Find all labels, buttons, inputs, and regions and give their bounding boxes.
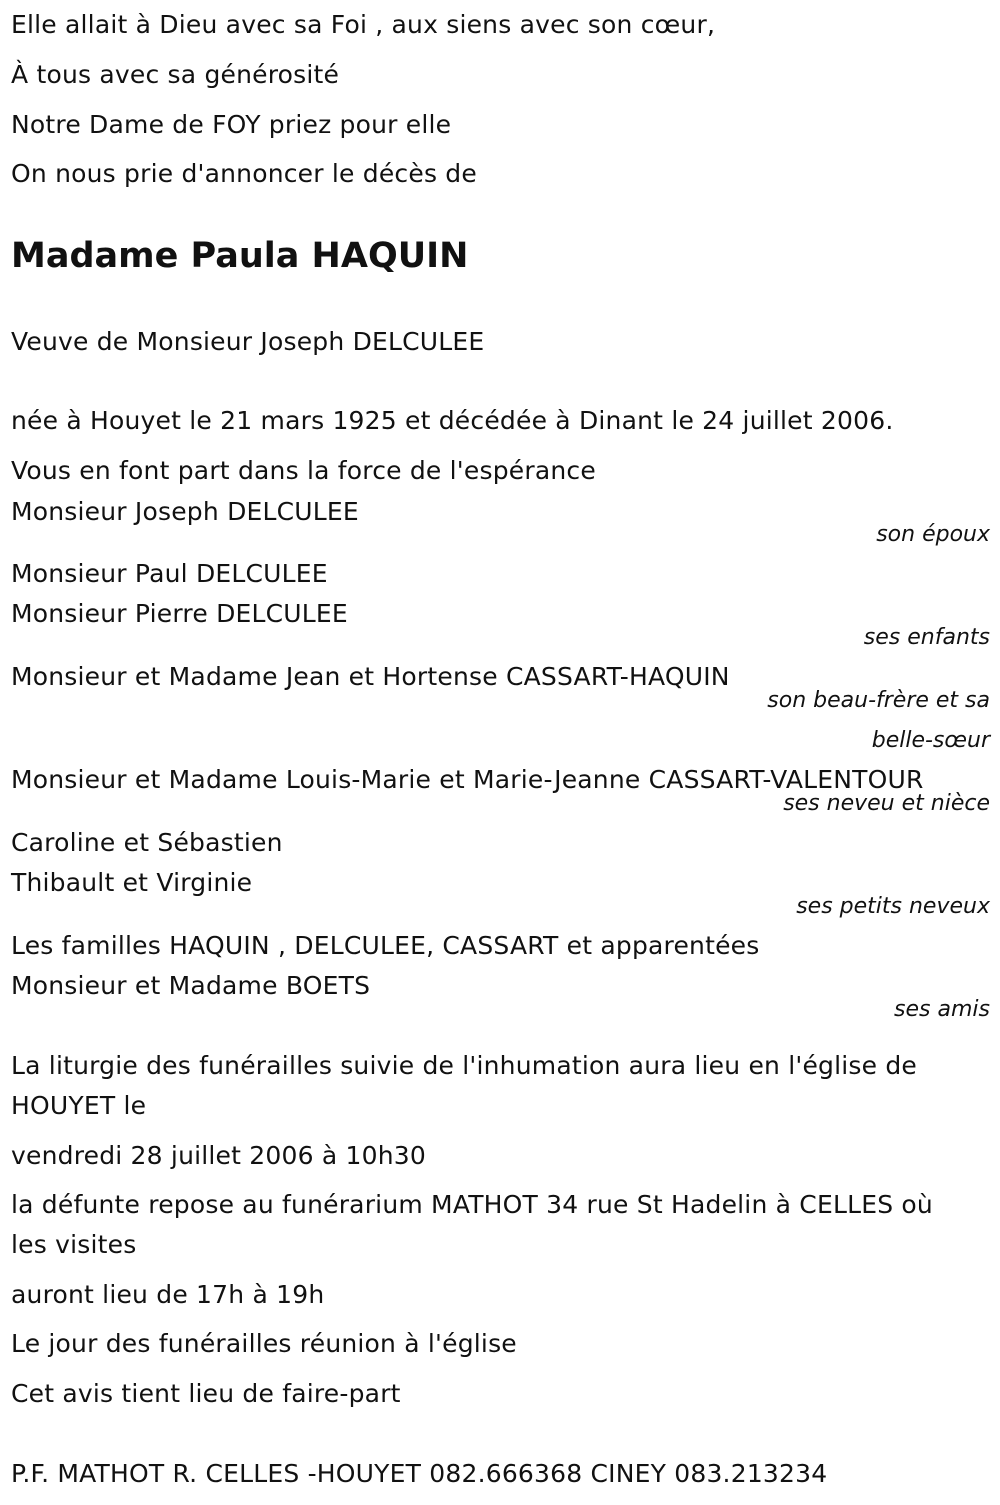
families: Les familles HAQUIN , DELCULEE, CASSART et apparentées	[11, 931, 760, 960]
liturgy-line-1: La liturgie des funérailles suivie de l'inhumation aura lieu en l'église de	[11, 1051, 917, 1080]
funeral-home-footer: P.F. MATHOT R. CELLES -HOUYET 082.666368 CINEY 083.213234	[11, 1459, 828, 1488]
intro-line-3: Notre Dame de FOY priez pour elle	[11, 110, 452, 139]
notice-line: Cet avis tient lieu de faire-part	[11, 1379, 401, 1408]
liturgy-line-2: HOUYET le	[11, 1091, 147, 1120]
nephews-relation: ses neveu et nièce	[783, 791, 990, 816]
grand-nephews-relation: ses petits neveux	[796, 894, 990, 919]
announcers-intro: Vous en font part dans la force de l'espérance	[11, 456, 596, 485]
friends: Monsieur et Madame BOETS	[11, 971, 371, 1000]
friends-relation: ses amis	[894, 997, 990, 1022]
nephews: Monsieur et Madame Louis-Marie et Marie-Jeanne CASSART-VALENTOUR	[11, 765, 924, 794]
spouse-relation: son époux	[876, 522, 990, 547]
grand-nephews-1: Caroline et Sébastien	[11, 828, 283, 857]
grand-nephews-2: Thibault et Virginie	[11, 868, 253, 897]
ceremony-date: vendredi 28 juillet 2006 à 10h30	[11, 1141, 426, 1170]
intro-line-4: On nous prie d'annoncer le décès de	[11, 159, 477, 188]
child-1: Monsieur Paul DELCULEE	[11, 559, 328, 588]
in-laws-relation-2: belle-sœur	[871, 728, 990, 753]
deceased-name: Madame Paula HAQUIN	[11, 236, 469, 276]
visits-hours: auront lieu de 17h à 19h	[11, 1280, 325, 1309]
child-2: Monsieur Pierre DELCULEE	[11, 599, 348, 628]
intro-line-2: À tous avec sa générosité	[11, 60, 340, 89]
intro-line-1: Elle allait à Dieu avec sa Foi , aux siens avec son cœur,	[11, 10, 716, 39]
funeral-meeting: Le jour des funérailles réunion à l'église	[11, 1329, 517, 1358]
rest-line-1: la défunte repose au funérarium MATHOT 34 rue St Hadelin à CELLES où	[11, 1190, 933, 1219]
children-relation: ses enfants	[863, 625, 990, 650]
in-laws-relation-1: son beau-frère et sa	[767, 688, 990, 713]
spouse-name: Monsieur Joseph DELCULEE	[11, 497, 359, 526]
widow-of: Veuve de Monsieur Joseph DELCULEE	[11, 327, 485, 356]
rest-line-2: les visites	[11, 1230, 137, 1259]
birth-death: née à Houyet le 21 mars 1925 et décédée à Dinant le 24 juillet 2006.	[11, 406, 894, 435]
in-laws: Monsieur et Madame Jean et Hortense CASSART-HAQUIN	[11, 662, 730, 691]
